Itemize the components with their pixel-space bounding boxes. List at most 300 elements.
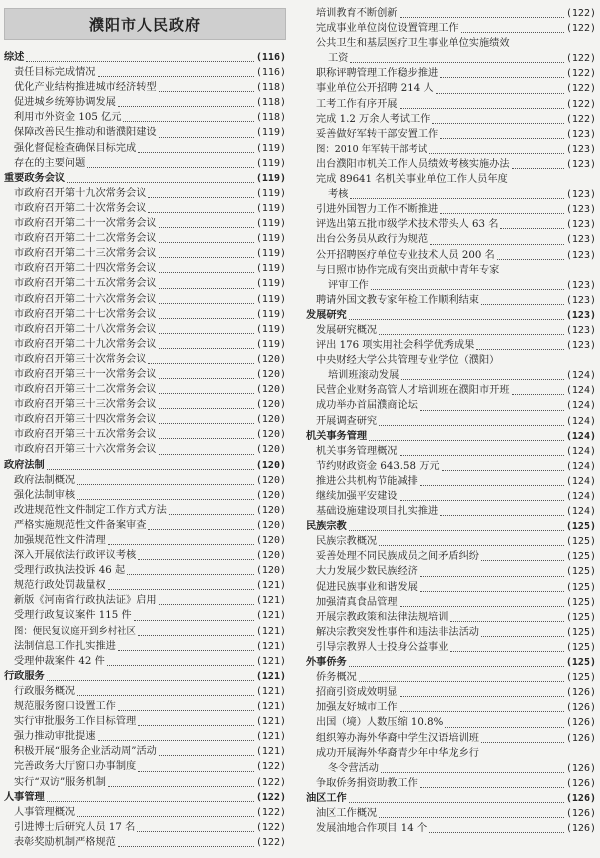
toc-leader-dots [118,709,254,711]
toc-entry [4,110,286,125]
toc-entry [306,746,596,761]
toc-page-number: (124) [565,445,596,457]
toc-leader-dots [350,197,564,199]
toc-leader-dots [440,76,564,78]
toc-entry [306,821,596,836]
toc-right-list [306,6,596,836]
toc-entry-label: 继续加强平安建设 [316,491,398,502]
toc-page-number: (124) [565,385,596,397]
toc-entry [4,231,286,246]
toc-entry [4,729,286,744]
toc-entry [4,805,286,820]
toc-entry-label: 评选出第五批市级学术技术带头人 63 名 [316,219,499,231]
toc-page-number: (123) [565,204,596,216]
toc-entry-label: 职称评聘管理工作稳步推进 [316,68,439,80]
toc-page-number: (125) [565,536,596,548]
toc-entry-label: 严格实施规范性文件备案审查 [14,519,147,531]
toc-entry-label: 评审工作 [328,279,369,291]
toc-entry-label: 妥善处理不同民族成员之间矛盾纠纷 [316,551,479,563]
toc-leader-dots [148,362,253,364]
toc-left-column [4,6,286,850]
toc-leader-dots [381,771,564,773]
toc-entry-label: 行政服务 [4,670,45,682]
toc-page-number: (123) [565,234,596,246]
toc-entry-label: 与日照市协作完成有突出贡献中青年专家 [316,264,500,276]
toc-page-number: (122) [565,98,596,110]
toc-entry-label: 基础设施建设项目扎实推进 [316,506,439,518]
toc-page-number: (116) [255,67,286,79]
toc-entry [306,761,596,776]
toc-entry [306,625,596,640]
toc-page-number: (119) [255,293,286,305]
toc-leader-dots [159,392,254,394]
toc-page-number: (125) [565,566,596,578]
toc-entry-label: 民族宗教 [306,521,347,533]
toc-leader-dots [137,830,254,832]
toc-leader-dots [400,499,564,501]
toc-page-number: (123) [565,158,596,170]
toc-page-number: (119) [255,218,286,230]
toc-entry [306,489,596,504]
toc-entry-label: 市政府召开第二十四次常务会议 [14,263,157,275]
toc-page-number: (119) [255,157,286,169]
toc-entry [306,97,596,112]
toc-leader-dots [349,318,564,320]
toc-entry-label: 加强清真食品管理 [316,596,398,608]
toc-entry [306,36,596,51]
toc-entry [306,685,596,700]
toc-page-number: (120) [255,429,286,441]
toc-entry-label: 政府法制概况 [14,474,76,486]
toc-section-heading [4,790,286,805]
toc-figure-entry [306,142,596,157]
toc-entry [306,383,596,398]
toc-leader-dots [67,181,254,183]
toc-page-number: (126) [565,732,596,744]
toc-page-number: (120) [255,565,286,577]
toc-entry [4,261,286,276]
toc-page-number: (125) [565,581,596,593]
toc-page-number: (126) [565,823,596,835]
toc-leader-dots [138,770,254,772]
toc-leader-dots [138,558,254,560]
page-title [4,8,286,40]
toc-leader-dots [77,815,254,817]
toc-page-number: (122) [255,821,286,833]
toc-page-number: (118) [255,97,286,109]
toc-entry [4,292,286,307]
toc-leader-dots [481,303,564,305]
toc-leader-dots [440,137,564,139]
toc-entry-label: 招商引资成效明显 [316,687,398,699]
toc-leader-dots [420,409,564,411]
toc-entry [306,157,596,172]
toc-entry-label: 组织筹办海外华裔中学生汉语培训班 [316,732,479,744]
toc-entry-label: 开展调查研究 [316,415,378,427]
toc-leader-dots [512,167,564,169]
toc-entry [4,775,286,790]
toc-entry-label: 中央财经大学公共管理专业学位（濮阳） [316,355,500,367]
toc-entry-label: 政府法制 [4,459,45,471]
toc-entry-label: 油区工作概况 [316,807,378,819]
toc-leader-dots [169,513,254,515]
toc-entry-label: 深入开展依法行政评议考核 [14,550,137,562]
toc-leader-dots [359,680,564,682]
toc-entry [306,127,596,142]
toc-page-number: (120) [255,474,286,486]
toc-page-number: (122) [255,776,286,788]
toc-entry [4,186,286,201]
toc-leader-dots [400,16,564,18]
toc-page-number: (121) [255,746,286,758]
toc-entry [4,65,286,80]
toc-entry-label: 图：便民复议庭开到乡村社区 [14,625,136,637]
toc-entry-label: 新版《河南省行政执法证》启用 [14,595,157,607]
toc-entry [306,640,596,655]
toc-leader-dots [47,468,254,470]
toc-entry-label: 市政府召开第三十三次常务会议 [14,399,157,411]
toc-entry [306,323,596,338]
toc-entry-label: 责任目标完成情况 [14,67,96,79]
toc-entry-label: 强力推动审批提速 [14,731,96,743]
toc-page-number: (125) [565,672,596,684]
toc-page-number: (126) [565,702,596,714]
toc-entry [4,503,286,518]
toc-page-number: (120) [255,489,286,501]
toc-entry [306,595,596,610]
toc-leader-dots [108,785,254,787]
toc-entry [306,263,596,278]
toc-entry-label: 评出 176 项实用社会科学优秀成果 [316,340,475,352]
toc-entry [306,459,596,474]
toc-figure-entry [4,624,286,639]
toc-leader-dots [159,377,254,379]
toc-leader-dots [349,801,564,803]
toc-entry [4,533,286,548]
toc-entry-label: 改进规范性文件制定工作方式方法 [14,504,167,516]
toc-entry [306,731,596,746]
toc-entry-label: 重要政务会议 [4,172,66,184]
toc-page-number: (122) [255,761,286,773]
toc-page-number: (123) [565,324,596,336]
toc-page-number: (122) [255,791,286,803]
toc-leader-dots [481,635,564,637]
toc-leader-dots [420,590,564,592]
toc-leader-dots [440,514,564,516]
toc-leader-dots [500,227,563,229]
toc-entry [4,307,286,322]
toc-leader-dots [108,543,254,545]
toc-page-number: (124) [565,430,596,442]
toc-page-number: (121) [255,731,286,743]
toc-leader-dots [481,559,564,561]
toc-leader-dots [400,107,564,109]
toc-entry [4,367,286,382]
toc-entry [4,518,286,533]
toc-entry-label: 出台公务员从政行为规范 [316,234,429,246]
toc-entry-label: 事业单位公开招聘 214 人 [316,83,434,95]
toc-leader-dots [98,739,254,741]
toc-entry-label: 强化法制审核 [14,489,76,501]
toc-leader-dots [98,75,254,77]
toc-entry-label: 发展研究 [306,309,347,321]
toc-leader-dots [159,302,254,304]
toc-entry [4,246,286,261]
toc-section-heading [306,519,596,534]
toc-entry-label: 出国（境）人数压缩 10.8% [316,717,444,729]
toc-page-number: (120) [255,399,286,411]
toc-entry-label: 侨务概况 [316,672,357,684]
toc-leader-dots [148,196,253,198]
toc-entry-label: 市政府召开第三十次常务会议 [14,353,147,365]
toc-leader-dots [350,61,564,63]
toc-leader-dots [379,333,564,335]
toc-leader-dots [461,31,564,33]
toc-page-number: (124) [565,400,596,412]
toc-entry-label: 争取侨务捐资助教工作 [316,777,418,789]
toc-entry [306,715,596,730]
toc-entry-label: 完成 89641 名机关事业单位工作人员年度 [316,174,508,186]
toc-leader-dots [159,287,254,289]
toc-entry-label: 市政府召开第三十四次常务会议 [14,414,157,426]
toc-entry [4,125,286,140]
toc-entry-label: 培训班滚动发展 [328,370,400,382]
toc-leader-dots [159,603,254,605]
toc-page-number: (121) [255,640,286,652]
toc-page-number: (119) [255,202,286,214]
toc-leader-dots [159,407,254,409]
toc-page-number: (123) [565,340,596,352]
toc-entry [4,397,286,412]
toc-page-number: (126) [565,687,596,699]
toc-entry [306,444,596,459]
toc-page-number: (119) [255,172,286,184]
toc-page-number: (123) [565,128,596,140]
toc-entry [4,473,286,488]
toc-leader-dots [420,484,564,486]
toc-leader-dots [138,634,254,636]
toc-leader-dots [159,241,254,243]
toc-entry-label: 民族宗教概况 [316,536,378,548]
toc-entry [4,684,286,699]
toc-entry-label: 行政服务概况 [14,685,76,697]
toc-section-heading [4,171,286,186]
toc-page-number: (122) [565,8,596,19]
toc-page-number: (121) [255,701,286,713]
toc-page-number: (119) [255,127,286,139]
toc-entry [4,156,286,171]
toc-entry-label: 推进公共机构节能减排 [316,475,418,487]
toc-leader-dots [108,588,254,590]
toc-entry [4,276,286,291]
toc-page-number: (123) [565,189,596,201]
toc-entry-label: 机关事务管理概况 [316,445,398,457]
toc-page-number: (124) [565,475,596,487]
toc-page-number: (122) [565,53,596,65]
toc-page-number: (122) [255,806,286,818]
toc-entry-label: 培训教育不断创新 [316,8,398,19]
toc-entry [306,202,596,217]
toc-entry-label: 规范服务窗口设置工作 [14,701,116,713]
toc-entry-label: 加强规范性文件清理 [14,535,106,546]
toc-entry [306,278,596,293]
toc-page-number: (125) [565,611,596,623]
toc-leader-dots [497,258,564,260]
toc-entry [4,412,286,427]
toc-page-number: (119) [255,187,286,199]
toc-entry [306,474,596,489]
toc-entry [4,835,286,850]
toc-leader-dots [371,288,564,290]
toc-entry [306,6,596,21]
toc-entry-label: 出台濮阳市机关工作人员绩效考核实施办法 [316,158,510,170]
toc-entry-label: 保障改善民生推动和谐濮阳建设 [14,127,157,139]
toc-page-number: (122) [255,836,286,848]
toc-page-number: (120) [255,535,286,546]
toc-entry-label: 市政府召开第二十三次常务会议 [14,248,157,260]
toc-entry [306,293,596,308]
toc-section-heading [306,655,596,670]
toc-section-heading [4,669,286,684]
toc-entry [4,608,286,623]
toc-entry [4,352,286,367]
toc-entry-label: 积极开展“服务企业活动周”活动 [14,746,157,758]
toc-page-number: (120) [255,414,286,426]
toc-entry-label: 利用市外资金 105 亿元 [14,112,122,124]
toc-entry-label: 开展宗教政策和法律法规培训 [316,611,449,623]
toc-section-heading [4,50,286,65]
toc-leader-dots [379,424,564,426]
toc-page-number: (119) [255,263,286,275]
toc-entry [4,216,286,231]
toc-entry-label: 市政府召开第十九次常务会议 [14,187,147,199]
toc-leader-dots [436,92,564,94]
toc-entry-label: 节约财政资金 643.58 万元 [316,460,440,472]
toc-page-number: (120) [255,504,286,516]
toc-entry-label: 引进博士后研究人员 17 名 [14,821,136,833]
toc-entry [4,322,286,337]
toc-entry [306,338,596,353]
toc-entry [4,714,286,729]
toc-entry [306,580,596,595]
toc-leader-dots [512,393,564,395]
toc-entry-label: 实行“双访”服务机制 [14,776,106,788]
toc-entry-label: 工考工作有序开展 [316,98,398,110]
toc-leader-dots [159,90,254,92]
toc-leader-dots [159,136,254,138]
toc-entry-label: 综述 [4,52,25,63]
toc-leader-dots [379,816,564,818]
toc-entry [306,610,596,625]
toc-entry [4,95,286,110]
toc-entry-label: 人事管理 [4,791,45,803]
toc-leader-dots [138,151,254,153]
toc-leader-dots [379,544,564,546]
toc-leader-dots [400,605,564,607]
toc-page-number: (122) [565,83,596,95]
toc-page-number: (122) [565,68,596,80]
toc-entry-label: 受理仲裁案件 42 件 [14,655,105,667]
toc-leader-dots [450,650,563,652]
toc-entry-label: 市政府召开第三十六次常务会议 [14,444,157,456]
toc-page-number: (125) [565,521,596,533]
toc-entry-label: 市政府召开第二十次常务会议 [14,202,147,214]
toc-page-number: (126) [565,792,596,804]
toc-leader-dots [77,498,254,500]
toc-leader-dots [429,152,564,154]
toc-leader-dots [400,454,564,456]
toc-entry [306,368,596,383]
toc-page-number: (125) [565,596,596,608]
toc-entry [306,81,596,96]
toc-section-heading [306,308,596,323]
toc-right-column [306,6,596,836]
toc-entry [4,201,286,216]
toc-leader-dots [138,724,254,726]
toc-page-number: (119) [255,308,286,320]
toc-entry-label: 考核 [328,189,349,201]
toc-entry [306,66,596,81]
toc-entry-label: 受理行政复议案件 115 件 [14,610,132,622]
toc-leader-dots [159,437,254,439]
toc-entry [4,699,286,714]
toc-page-number: (124) [565,491,596,502]
toc-leader-dots [159,226,254,228]
toc-entry-label: 加强友好城市工作 [316,702,398,714]
toc-page-number: (126) [565,777,596,789]
toc-entry [306,217,596,232]
toc-entry-label: 引进外国智力工作不断推进 [316,204,439,216]
toc-leader-dots [442,469,564,471]
toc-entry-label: 受理行政执法投诉 46 起 [14,565,126,577]
toc-entry [4,820,286,835]
toc-leader-dots [123,120,253,122]
toc-page-number: (120) [255,550,286,562]
toc-page-number: (126) [565,762,596,774]
toc-entry-label: 机关事务管理 [306,430,368,442]
toc-page-number: (125) [565,641,596,653]
toc-page-number: (122) [565,23,596,35]
toc-leader-dots [349,665,564,667]
toc-entry [4,563,286,578]
toc-leader-dots [349,529,564,531]
toc-entry-label: 工资 [328,53,349,65]
toc-page-number: (123) [565,279,596,291]
toc-entry-label: 公共卫生和基层医疗卫生事业单位实施绩效 [316,38,510,50]
toc-entry [306,172,596,187]
toc-entry [306,806,596,821]
toc-leader-dots [420,786,564,788]
toc-entry-label: 法制信息工作扎实推进 [14,640,116,652]
toc-entry [306,670,596,685]
toc-entry [306,549,596,564]
toc-entry [306,504,596,519]
toc-page-number: (123) [565,143,596,155]
toc-entry [4,578,286,593]
toc-entry-label: 市政府召开第二十九次常务会议 [14,338,157,350]
toc-entry-label: 成功开展海外华裔青少年中华龙乡行 [316,747,479,759]
toc-entry [306,398,596,413]
toc-page-number: (124) [565,415,596,427]
toc-entry [306,564,596,579]
toc-leader-dots [159,271,254,273]
toc-entry [306,776,596,791]
toc-page-number: (119) [255,338,286,350]
toc-entry-label: 引导宗教界人士投身公益事业 [316,641,449,653]
toc-entry [306,21,596,36]
toc-entry-label: 妥善做好军转干部安置工作 [316,128,439,140]
toc-entry [4,744,286,759]
